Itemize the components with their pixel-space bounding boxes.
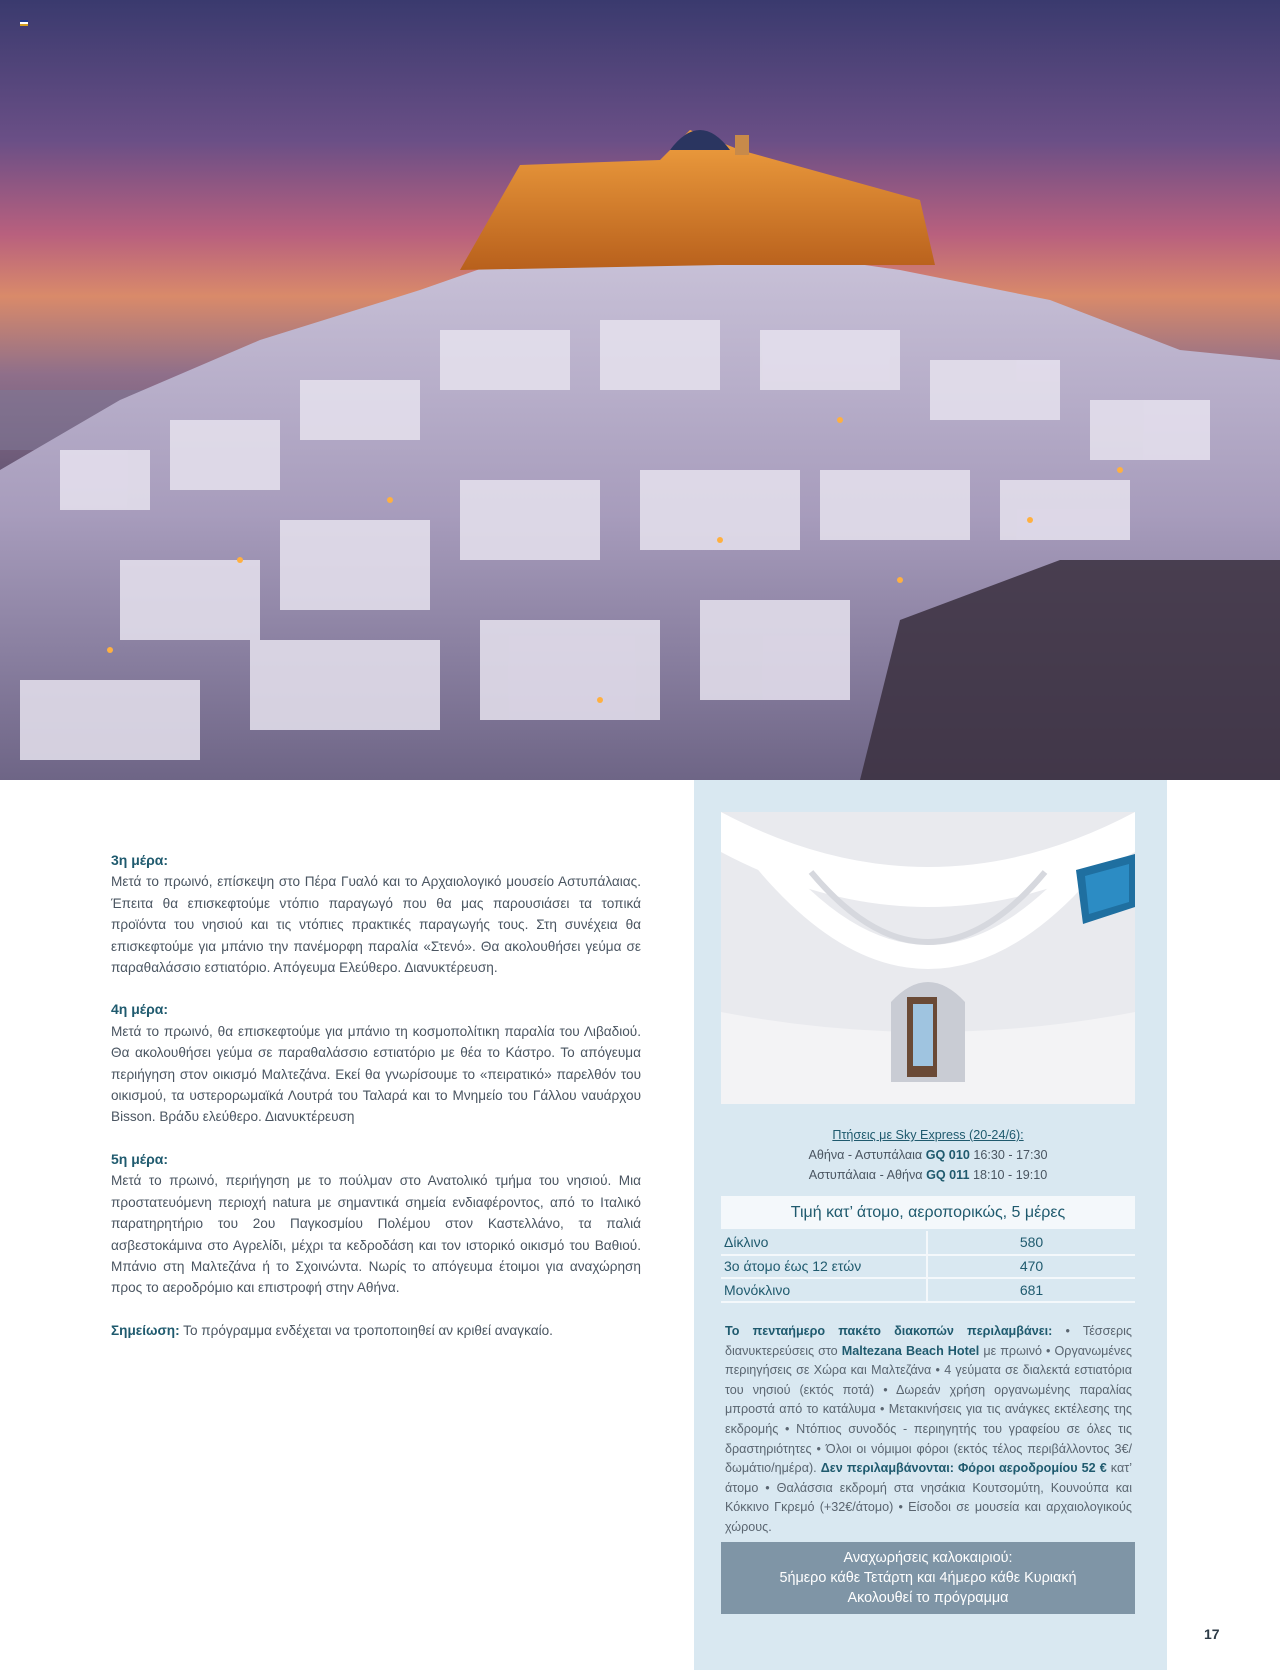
flight-time: 18:10 - 19:10 bbox=[969, 1168, 1048, 1182]
flight-code: GQ 011 bbox=[926, 1168, 970, 1182]
departures-line: 5ήμερο κάθε Τετάρτη και 4ήμερο κάθε Κυριακή bbox=[779, 1570, 1077, 1586]
note bbox=[111, 1320, 641, 1341]
day-text: Μετά το πρωινό, θα επισκεφτούμε για μπάνιο τη κοσμοπολίτικη παραλία του Λιβαδιού. Θα ακολουθήσει γεύμα σε παραθαλάσσιο εστιατόριο με θέα το Κάστρο. Το απόγευμα περιήγηση στον οικισμό Μαλτεζάνα. Εκεί θα γνωρίσουμε το «πειρατικό» παρελθόν του οικισμού, τα υστερορωμαϊκά Λουτρά του Ταλαρά και το Μνημείο του Γάλλου ναυάρχου Bisson. Βράδυ ελεύθερο. Διανυκτέρευση bbox=[111, 1023, 641, 1125]
vault-illustration bbox=[721, 812, 1135, 1104]
price-heading: Τιμή κατ’ άτομο, αεροπορικώς, 5 μέρες bbox=[721, 1196, 1135, 1229]
flight-line bbox=[721, 1165, 1135, 1185]
day-text: Μετά το πρωινό, επίσκεψη στο Πέρα Γυαλό και το Αρχαιολογικό μουσείο Αστυπάλαιας. Έπειτα θα επισκεφτούμε ντόπιο παραγωγό που θα μας παρουσιάσει τα τοπικά προϊόντα του νησιού και τις ντόπιες πρακτικές παραγωγής τους. Στη συνέχεια θα επισκεφτούμε για μπάνιο την πανέμορφη παραλία «Στενό». Θα ακολουθήσει γεύμα σε παραθαλάσσιο εστιατόριο. Απόγευμα Ελεύθερο. Διανυκτέρευση. bbox=[111, 874, 641, 976]
note-label: Σημείωση: bbox=[111, 1322, 180, 1338]
day-3 bbox=[111, 850, 641, 978]
flights-info bbox=[721, 1125, 1135, 1185]
includes-part1: • Τέσσερις διανυκτερεύσεις στο bbox=[725, 1324, 1132, 1358]
departures-box bbox=[721, 1542, 1135, 1614]
excluded-lead: Δεν περιλαμβάνονται: Φόροι αεροδρομίου 52 € bbox=[820, 1461, 1107, 1476]
includes-lead: Το πενταήμερο πακέτο διακοπών περιλαμβάνει: bbox=[725, 1324, 1053, 1338]
flag-icon bbox=[20, 20, 28, 26]
day-title: 4η μέρα: bbox=[111, 1001, 169, 1018]
note-text: Το πρόγραμμα ενδέχεται να τροποποιηθεί αν κριθεί αναγκαίο. bbox=[179, 1322, 553, 1338]
flight-code: GQ 010 bbox=[925, 1148, 970, 1162]
flights-title: Πτήσεις με Sky Express (20-24/6): bbox=[832, 1128, 1024, 1142]
hero-photo bbox=[0, 0, 1280, 780]
price-value: 580 bbox=[927, 1231, 1135, 1255]
day-title: 3η μέρα: bbox=[111, 852, 169, 868]
includes-part2: με πρωινό • Οργανωμένες περιηγήσεις σε Χώρα και Μαλτεζάνα • 4 γεύματα σε διαλεκτά εστιατόρια του νησιού (εκτός ποτά) • Δωρεάν χρήση οργανωμένης παραλίας μπροστά από το κατάλυμα • Μετακινήσεις για τις ανάγκες εκτέλεσης της εκδρομής • Ντόπιος συνοδός - περιηγητής του γραφείου σε όλες τις δραστηριότητες • Όλοι οι νόμιμοι φόροι (εκτός τέλος περιβάλλοντος 3€/δωμάτιο/ημέρα). bbox=[725, 1343, 1132, 1476]
page-number: 17 bbox=[1204, 1626, 1220, 1642]
departures-line: Αναχωρήσεις καλοκαιριού: bbox=[843, 1550, 1013, 1566]
package-includes bbox=[725, 1322, 1132, 1538]
itinerary bbox=[111, 850, 641, 1362]
day-4 bbox=[111, 999, 641, 1127]
price-value: 681 bbox=[927, 1278, 1135, 1302]
excluded-text: κατ’ άτομο • Θαλάσσια εκδρομή στα νησάκια Κουτσομύτη, Κουνούπα και Κόκκινο Γκρεμό (+32€/άτομο) • Είσοδοι σε μουσεία και αρχαιολογικούς χώρους. bbox=[725, 1461, 1132, 1534]
price-label: 3ο άτομο έως 12 ετών bbox=[721, 1255, 927, 1279]
price-value: 470 bbox=[927, 1255, 1135, 1279]
flight-route: Αθήνα - Αστυπάλαια bbox=[808, 1148, 926, 1162]
flight-time: 16:30 - 17:30 bbox=[969, 1148, 1048, 1162]
day-text: Μετά το πρωινό, περιήγηση με το πούλμαν στο Ανατολικό τμήμα του νησιού. Μια προστατευόμενη περιοχή natura με σημαντικά σημεία ενδιαφέροντος, από το Ιταλικό παρατηρητήριο του 2ου Παγκοσμίου Πολέμου στον Καστελλάνο, τα παλιά ασβεστοκάμινα στο Αγρελίδι, μέχρι τα κεδροδάση και τον ιστορικό οικισμό του Βαθιού. Μπάνιο στη Μαλτεζάνα ή το Σχοινώντα. Νωρίς το απόγευμα έτοιμοι για αναχώρηση προς το αεροδρόμιο και επιστροφή στην Αθήνα. bbox=[111, 1173, 641, 1296]
table-row bbox=[721, 1255, 1135, 1279]
day-5 bbox=[111, 1149, 641, 1299]
hero-illustration bbox=[0, 0, 1280, 780]
table-row bbox=[721, 1231, 1135, 1255]
price-label: Μονόκλινο bbox=[721, 1278, 927, 1302]
price-label: Δίκλινο bbox=[721, 1231, 927, 1255]
flight-line bbox=[721, 1145, 1135, 1165]
hotel-name: Maltezana Beach Hotel bbox=[841, 1343, 980, 1358]
vaulted-passage-photo bbox=[721, 812, 1135, 1104]
flight-route: Αστυπάλαια - Αθήνα bbox=[808, 1168, 927, 1182]
day-title: 5η μέρα: bbox=[111, 1150, 169, 1167]
table-row bbox=[721, 1278, 1135, 1302]
price-table bbox=[721, 1231, 1135, 1303]
departures-line: Ακολουθεί το πρόγραμμα bbox=[847, 1590, 1009, 1606]
